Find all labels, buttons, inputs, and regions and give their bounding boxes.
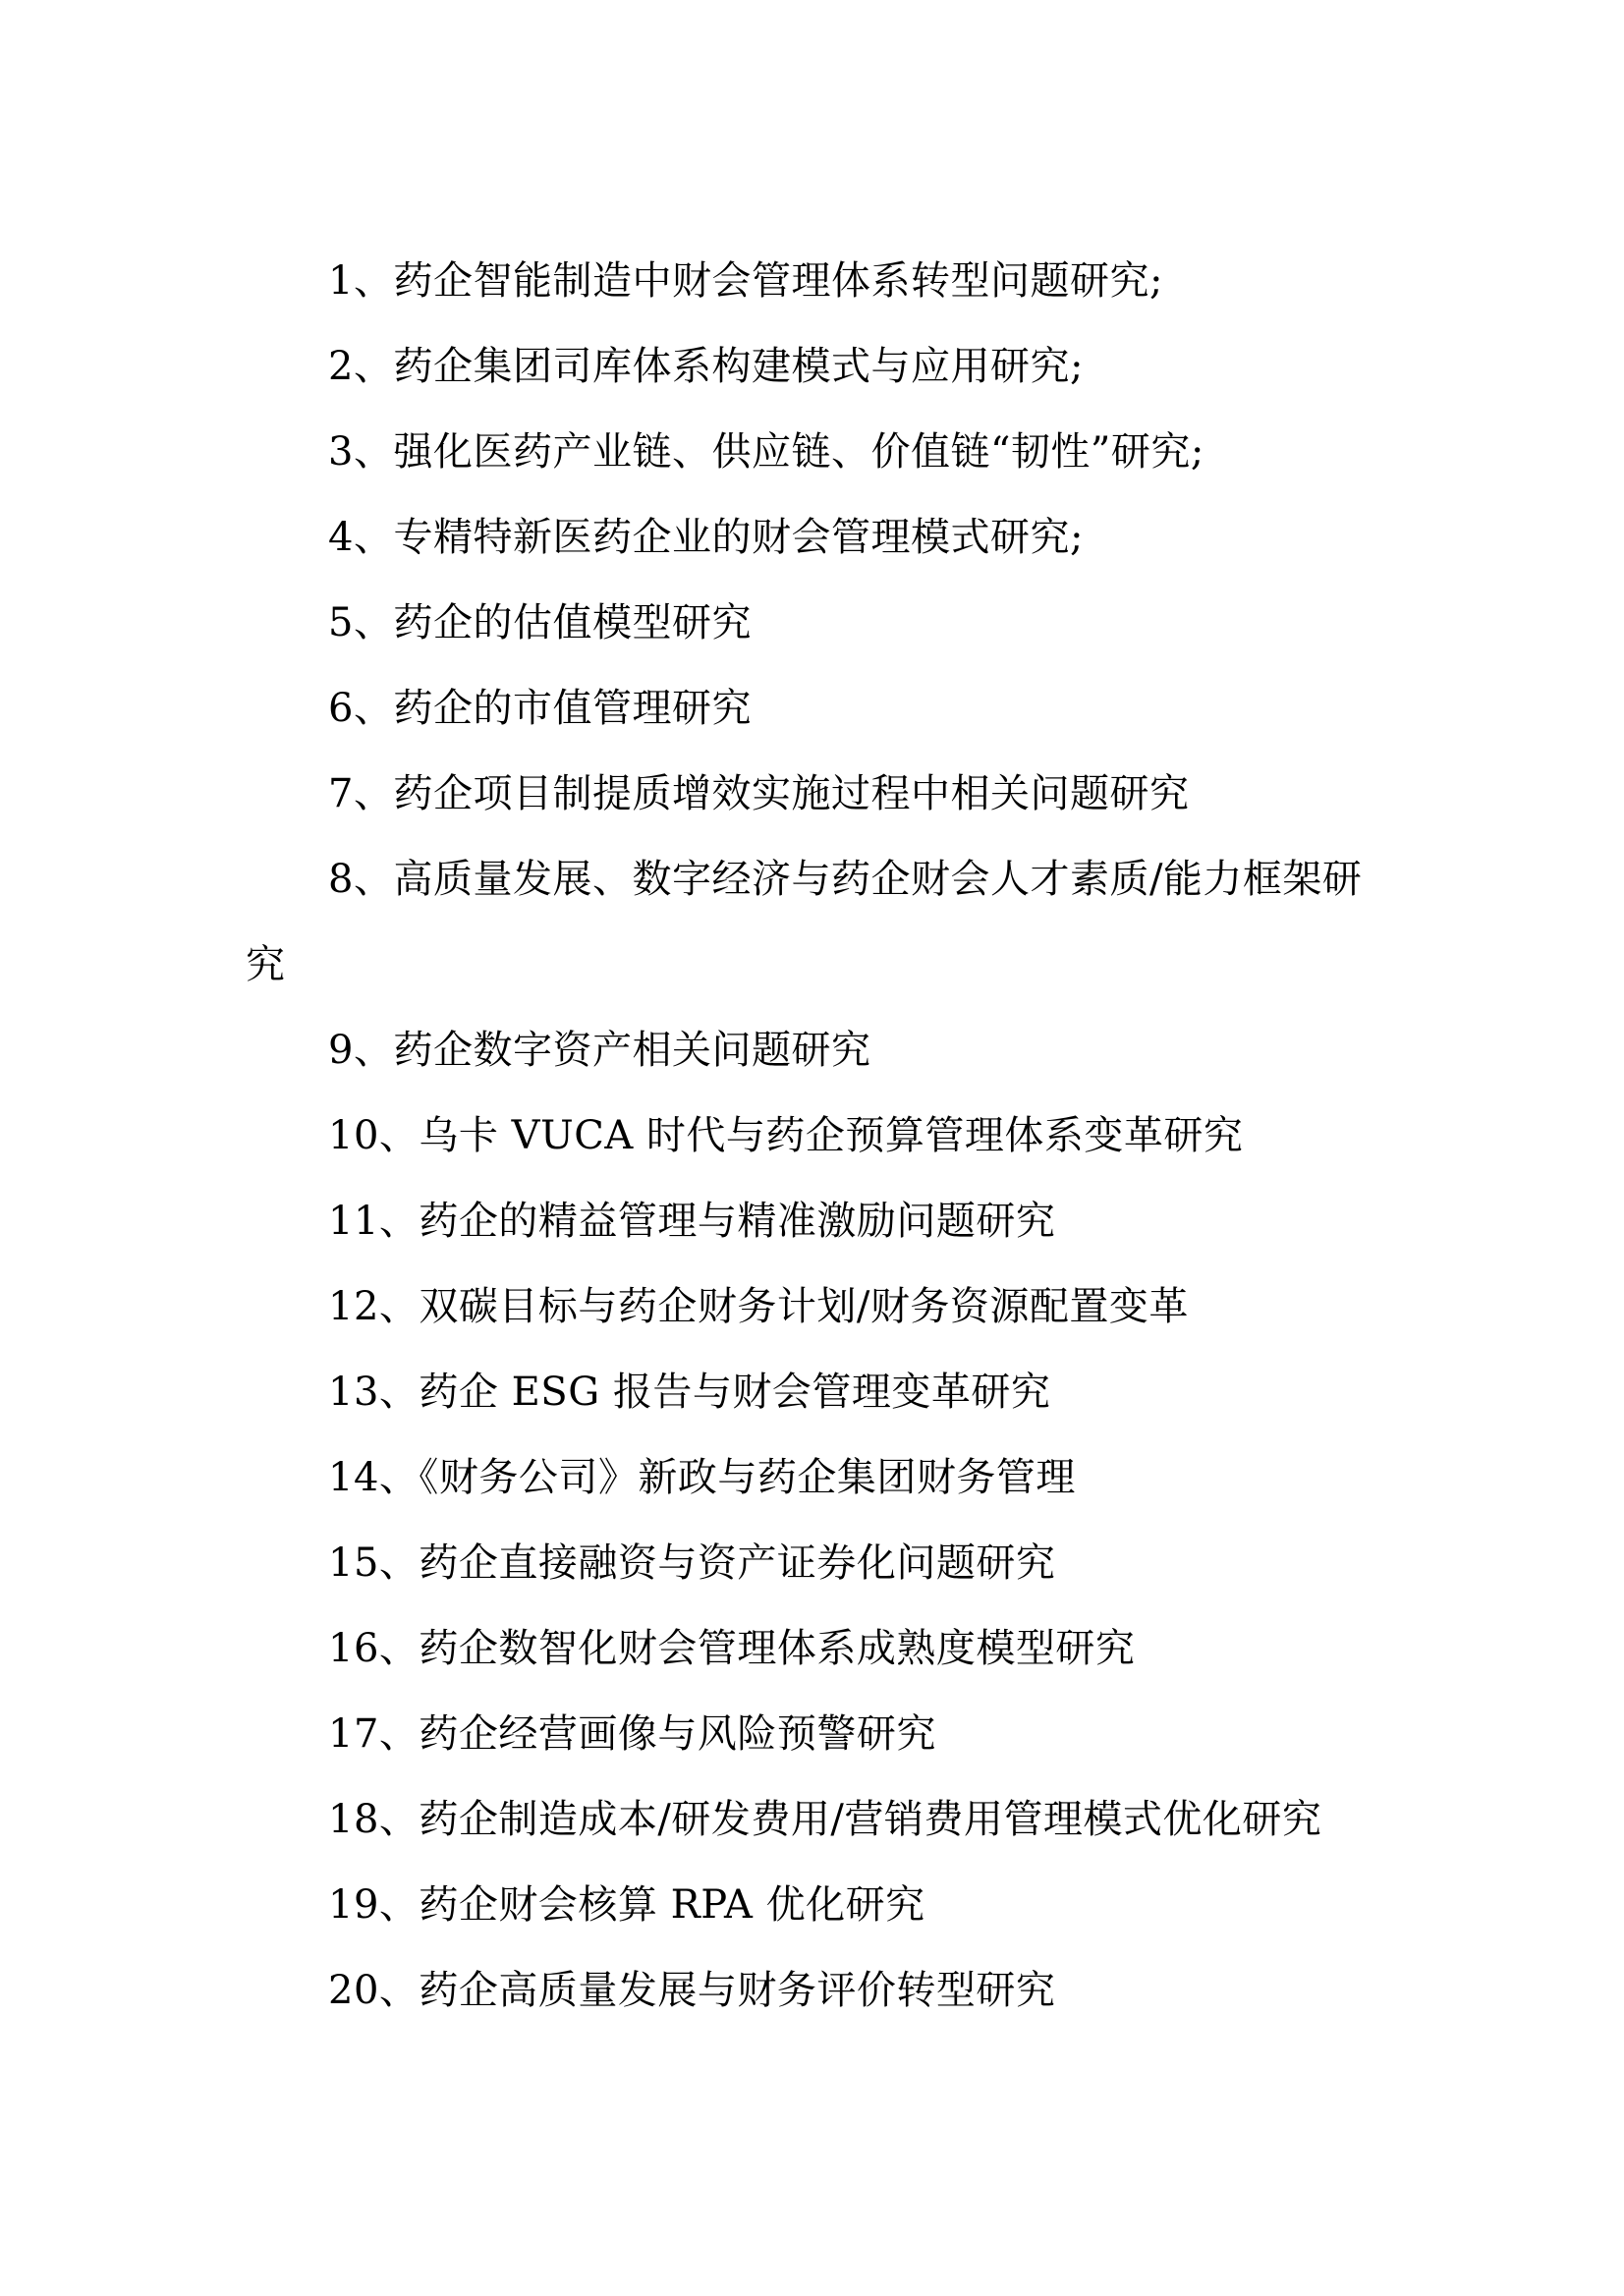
topic-item-7: 7、药企项目制提质增效实施过程中相关问题研究 — [328, 771, 1190, 816]
topic-item-5: 5、药企的估值模型研究 — [328, 600, 752, 645]
topic-item-10: 10、乌卡 VUCA 时代与药企预算管理体系变革研究 — [328, 1113, 1244, 1158]
topic-item-19: 19、药企财会核算 RPA 优化研究 — [328, 1882, 925, 1928]
topic-item-2: 2、药企集团司库体系构建模式与应用研究; — [328, 344, 1084, 389]
research-topic-list — [246, 239, 1385, 2034]
topic-item-1: 1、药企智能制造中财会管理体系转型问题研究; — [328, 258, 1163, 304]
topic-item-13: 13、药企 ESG 报告与财会管理变革研究 — [328, 1370, 1051, 1415]
topic-item-17: 17、药企经营画像与风险预警研究 — [328, 1711, 936, 1757]
topic-item-8 — [246, 837, 1385, 1008]
topic-item-11: 11、药企的精益管理与精准激励问题研究 — [328, 1199, 1056, 1244]
topic-item-15: 15、药企直接融资与资产证券化问题研究 — [328, 1540, 1056, 1586]
topic-item-12: 12、双碳目标与药企财务计划/财务资源配置变革 — [328, 1284, 1189, 1329]
topic-item-4: 4、专精特新医药企业的财会管理模式研究; — [328, 515, 1084, 560]
topic-item-16: 16、药企数智化财会管理体系成熟度模型研究 — [328, 1626, 1136, 1671]
topic-item-8-line: 8、高质量发展、数字经济与药企财会人才素质/能力框架研 — [328, 857, 1363, 902]
topic-item-3: 3、强化医药产业链、供应链、价值链“韧性”研究; — [328, 429, 1204, 475]
topic-item-9: 9、药企数字资产相关问题研究 — [328, 1028, 871, 1073]
topic-item-6: 6、药企的市值管理研究 — [328, 686, 752, 731]
topic-item-8-continuation: 究 — [246, 942, 286, 987]
topic-item-18: 18、药企制造成本/研发费用/营销费用管理模式优化研究 — [328, 1797, 1322, 1842]
topic-item-14: 14、《财务公司》新政与药企集团财务管理 — [328, 1455, 1076, 1500]
topic-item-20: 20、药企高质量发展与财务评价转型研究 — [328, 1968, 1056, 2013]
